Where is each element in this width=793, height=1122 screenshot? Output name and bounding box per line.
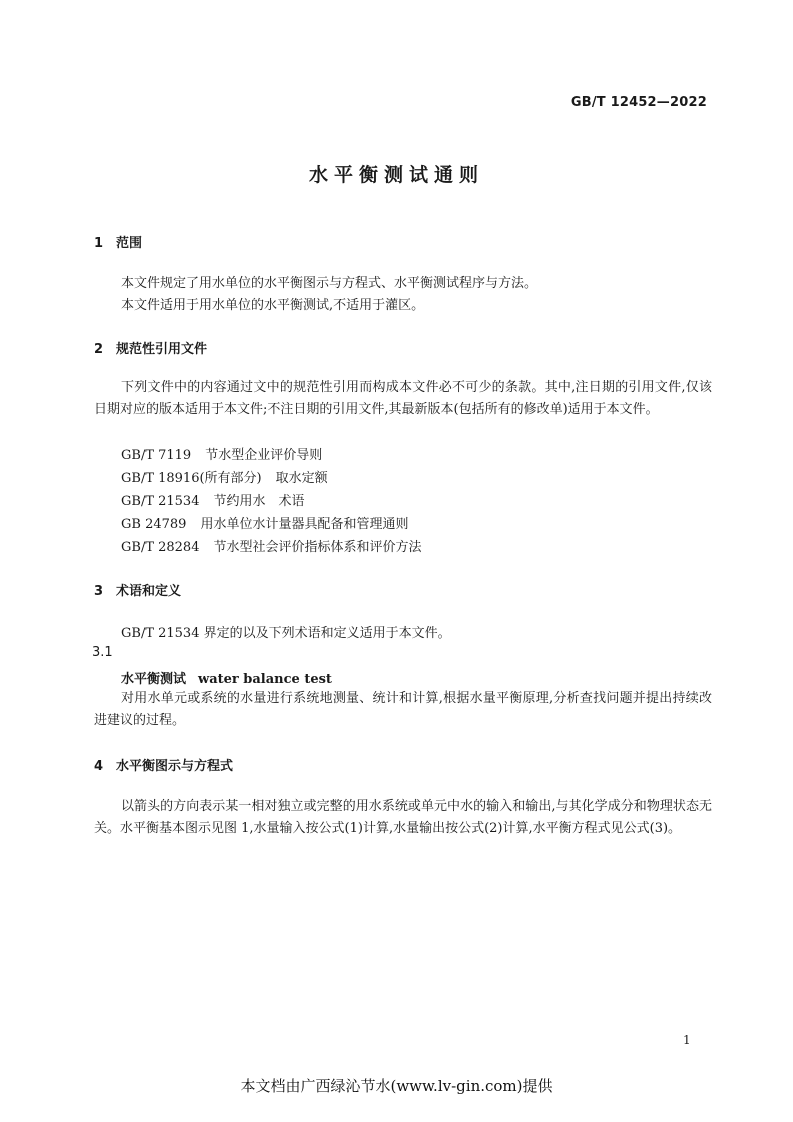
section-1-heading (94, 232, 142, 251)
section-number: 2 (94, 342, 104, 357)
reference-title: 节水型企业评价导则 (205, 448, 323, 463)
section-number: 4 (94, 759, 104, 774)
reference-title: 节水型社会评价指标体系和评价方法 (213, 540, 422, 555)
reference-code: GB/T 7119 (121, 448, 192, 463)
section-title: 水平衡图示与方程式 (116, 759, 234, 774)
provider-footer: 本文档由广西绿沁节水(www.lv-gin.com)提供 (240, 1077, 553, 1095)
balance-diagram-intro: 以箭头的方向表示某一相对独立或完整的用水系统或单元中水的输入和输出,与其化学成分和物理状态无关。水平衡基本图示见图 1,水量输入按公式(1)计算,水量输出按公式(2)计算,水平衡方程式见公式(3)。 (94, 799, 712, 836)
section-title: 规范性引用文件 (116, 342, 208, 357)
term-number: 3.1 (92, 645, 113, 660)
reference-item (121, 467, 328, 486)
reference-code: GB/T 28284 (121, 540, 200, 555)
section-3-heading (94, 580, 181, 599)
reference-item (121, 513, 408, 532)
section-4-heading (94, 755, 233, 774)
scope-line-1: 本文件规定了用水单位的水平衡图示与方程式、水平衡测试程序与方法。 (121, 276, 538, 291)
page-number: 1 (683, 1033, 691, 1047)
reference-title: 取水定额 (275, 471, 328, 486)
terms-intro: GB/T 21534 界定的以及下列术语和定义适用于本文件。 (121, 626, 451, 641)
reference-code: GB/T 21534 (121, 494, 200, 509)
term-title (121, 668, 332, 687)
reference-code: GB/T 18916(所有部分) (121, 471, 262, 486)
term-title-en: water balance test (198, 672, 332, 687)
document-code: GB/T 12452—2022 (570, 95, 707, 110)
section-title: 范围 (116, 236, 143, 251)
section-title: 术语和定义 (116, 584, 182, 599)
reference-item (121, 444, 322, 463)
references-intro: 下列文件中的内容通过文中的规范性引用而构成本文件必不可少的条款。其中,注日期的引用文件,仅该日期对应的版本适用于本文件;不注日期的引用文件,其最新版本(包括所有的修改单)适用于本文件。 (94, 380, 712, 417)
section-number: 1 (94, 236, 104, 251)
section-2-heading (94, 338, 207, 357)
scope-line-2: 本文件适用于用水单位的水平衡测试,不适用于灌区。 (121, 298, 425, 313)
reference-title: 节约用水 术语 (213, 494, 305, 509)
term-title-zh: 水平衡测试 (121, 672, 187, 687)
section-number: 3 (94, 584, 104, 599)
reference-item (121, 490, 305, 509)
reference-code: GB 24789 (121, 517, 187, 532)
reference-item (121, 536, 422, 555)
document-title: 水平衡测试通则 (308, 164, 484, 186)
term-definition: 对用水单元或系统的水量进行系统地测量、统计和计算,根据水量平衡原理,分析查找问题并提出持续改进建议的过程。 (94, 691, 712, 728)
reference-title: 用水单位水计量器具配备和管理通则 (200, 517, 409, 532)
